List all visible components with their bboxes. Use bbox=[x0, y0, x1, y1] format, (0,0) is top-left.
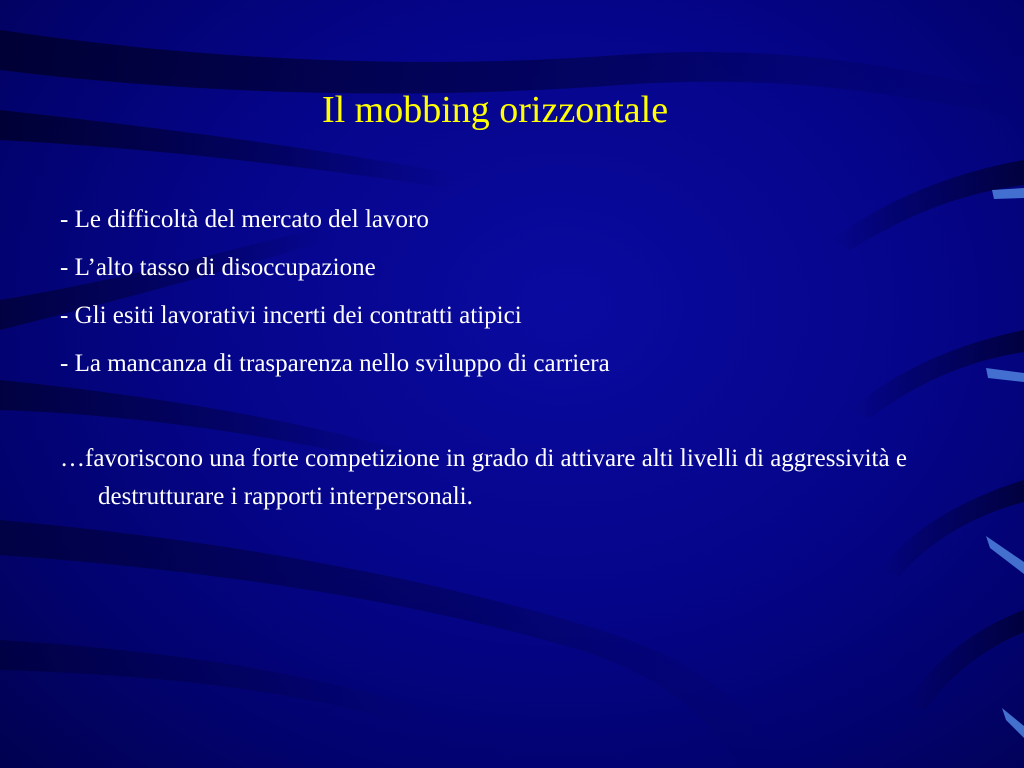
accent-streak bbox=[1002, 708, 1024, 738]
accent-streak bbox=[986, 536, 1024, 574]
list-item: - Le difficoltà del mercato del lavoro bbox=[60, 206, 429, 233]
accent-streak bbox=[992, 188, 1024, 199]
bullet-list bbox=[60, 196, 960, 388]
list-item: - La mancanza di trasparenza nello sviluppo di carriera bbox=[60, 350, 610, 377]
accent-streak bbox=[986, 368, 1024, 382]
list-item: - Gli esiti lavorativi incerti dei contratti atipici bbox=[60, 302, 522, 329]
swoosh-band bbox=[0, 520, 790, 768]
swoosh-band bbox=[0, 640, 430, 730]
slide-title: Il mobbing orizzontale bbox=[321, 89, 669, 131]
closing-paragraph: …favoriscono una forte competizione in grado di attivare alti livelli di aggressività e destrutturare i rapporti interpersonali. bbox=[60, 445, 907, 510]
list-item: - L’alto tasso di disoccupazione bbox=[60, 254, 376, 281]
swoosh-band bbox=[905, 610, 1024, 710]
